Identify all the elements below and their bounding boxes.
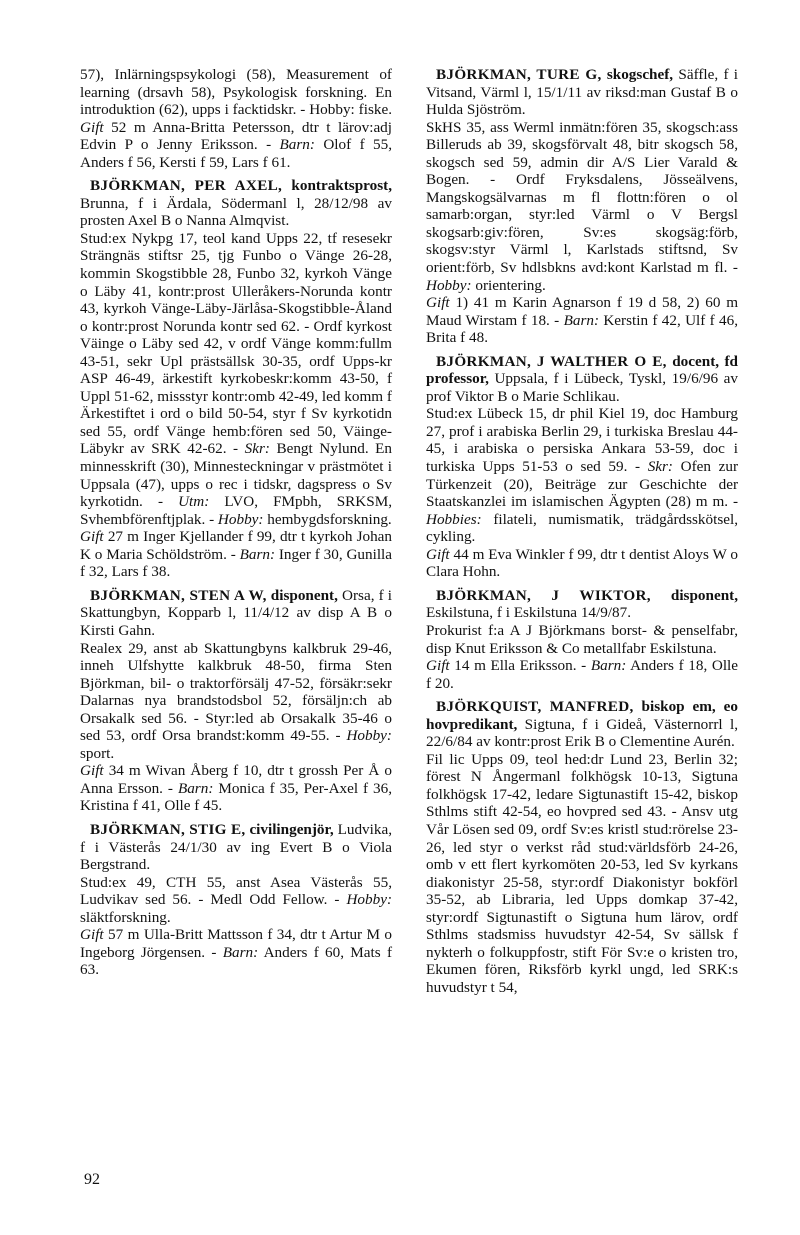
entry-intro: Orsa, f i Skattungbyn, Kopparb l, 11/4/12 av disp A B o Kirsti Gahn. bbox=[80, 586, 392, 639]
entry-name: BJÖRKMAN, TURE G, bbox=[436, 66, 602, 83]
entry-bjorkman-ture bbox=[426, 66, 738, 347]
entry-family: Gift 1) 41 m Karin Agnarson f 19 d 58, 2) 60 m Maud Wirstam f 18. - Barn: Kerstin f 42, Ulf f 46, Brita f 48. bbox=[426, 294, 739, 347]
entry-bjorkman-stig bbox=[80, 821, 392, 979]
right-column bbox=[426, 66, 738, 1002]
entry-name: BJÖRKMAN, J WALTHER O E, bbox=[436, 352, 667, 370]
entry-intro: Ludvika, f i Västerås 24/1/30 av ing Evert B o Viola Bergstrand. bbox=[80, 820, 393, 874]
entry-intro: Eskilstuna, f i Eskilstuna 14/9/87. bbox=[426, 604, 632, 622]
entry-title: civilingenjör, bbox=[249, 820, 334, 838]
entry-body: Prokurist f:a A J Björkmans borst- & penselfabr, disp Knut Eriksson & Co metallfabr Eskilstuna. bbox=[426, 621, 738, 657]
entry-intro: Brunna, f i Ärdala, Södermanl l, 28/12/98 av prosten Axel B o Nanna Almqvist. bbox=[80, 194, 392, 230]
entry-name: BJÖRKQUIST, MANFRED, bbox=[436, 698, 634, 716]
entry-body: Stud:ex 49, CTH 55, anst Asea Västerås 55, Ludvikav sed 56. - Medl Odd Fellow. - Hobby: släktforskning. bbox=[80, 873, 393, 926]
entry-intro: Uppsala, f i Lübeck, Tyskl, 19/6/96 av prof Viktor B o Marie Schlikau. bbox=[426, 370, 738, 405]
entry-title: disponent, bbox=[270, 586, 338, 604]
entry-heading bbox=[80, 821, 392, 874]
entry-heading bbox=[426, 353, 738, 406]
left-column bbox=[80, 66, 392, 985]
entry-heading bbox=[426, 698, 738, 751]
entry-title: kontraktsprost, bbox=[291, 177, 392, 195]
entry-title: disponent, bbox=[670, 586, 738, 604]
entry-bjorkquist-manfred bbox=[426, 698, 738, 996]
entry-bjorkman-per-axel bbox=[80, 177, 392, 581]
entry-heading bbox=[80, 177, 392, 230]
entry-name: BJÖRKMAN, STEN A W, bbox=[90, 586, 267, 604]
entry-continuation bbox=[80, 66, 392, 171]
entry-title: skogschef, bbox=[606, 66, 674, 83]
entry-body: SkHS 35, ass Werml inmätn:fören 35, skogsch:ass Billeruds ab 39, skogsförvalt 48, bitr skogsch 58, skogsch sed 59, admin dir A/S Lier Varald & Bogen. - Ordf Fryksdalens, Jösseälvens, Mangskogsälvarnas m fl flottn:fören o ol samarb:organ, styr:led Värml o V Bergsl skogsarb:giv:fören, Sv:es skogsäg:förb, skogsv:styr Värml l, Karlstads stiftsnd, Sv orient:förb, Sv hdlsbkns avd:kont Karlstad m fl. - Hobby: orientering. bbox=[426, 118, 738, 294]
entry-intro: Säffle, f i Vitsand, Värml l, 15/1/11 av riksd:man Gustaf B o Hulda Sjöström. bbox=[426, 66, 739, 119]
entry-bjorkman-sten bbox=[80, 587, 392, 815]
entry-heading bbox=[426, 587, 738, 622]
entry-heading bbox=[80, 587, 392, 640]
entry-heading bbox=[426, 66, 738, 119]
entry-name: BJÖRKMAN, PER AXEL, bbox=[90, 177, 283, 195]
entry-family: Gift 14 m Ella Eriksson. - Barn: Anders f 18, Olle f 20. bbox=[426, 657, 739, 692]
entry-family: Gift 44 m Eva Winkler f 99, dtr t dentist Aloys W o Clara Hohn. bbox=[426, 545, 738, 581]
entry-bjorkman-wiktor bbox=[426, 587, 738, 692]
entry-bjorkman-walther bbox=[426, 353, 738, 581]
entry-intro: Sigtuna, f i Gideå, Västernorrl l, 22/6/84 av kontr:prost Erik B o Clementine Aurén. bbox=[426, 715, 738, 751]
entry-family: Gift 57 m Ulla-Britt Mattsson f 34, dtr t Artur M o Ingeborg Jörgensen. - Barn: Anders f 60, Mats f 63. bbox=[80, 926, 393, 979]
entry-family: Gift 34 m Wivan Åberg f 10, dtr t grossh Per Å o Anna Ersson. - Barn: Monica f 35, Per-Axel f 36, Kristina f 41, Olle f 45. bbox=[80, 762, 393, 815]
entry-body: Realex 29, anst ab Skattungbyns kalkbruk 29-46, inneh Ulfshytte kalkbruk 48-50, firma Sten Björkman, bil- o traktorförsälj 47-52, försäkr:sekr Dalarnas nya brandstodsbol 52, försäljn:ch ab Orsakalk sed 56. - Styr:led ab Orsakalk 35-46 o sed 53, ordf Orsa brandst:komm 49-55. - Hobby: sport. bbox=[80, 639, 392, 762]
entry-body: Stud:ex Nykpg 17, teol kand Upps 22, tf resesekr Strängnäs stiftsr 25, tjg Funbo o Vänge 26-28, kommin Skogstibble 28, Funbo 32, kyrkoh Vänge o Läby 41, kontr:prost Ulleråkers-Norunda kontr 43, kyrkoh Vänge-Läby-Järlåsa-Skogstibble-Åland o kontr:prost Norunda kontr sed 62. - Ordf kyrkost Väinge o Läby sed 42, v ordf Vänge komm:fullm 43-51, sekr Upl prästsällsk 30-35, ordf Upps-kr ASP 46-49, ärkestift kyrkobeskr:komm 43-50, f Uppl 51-62, missstyr kontr:omb 42-49, led komm f Ärkestiftet i ord o bild 50-54, styr f Sv kyrkotidn sed 55, ordf Vänge hemb:fören sed 50, Väinge-Läbykr av SRK 42-62. - Skr: Bengt Nylund. En minnesskrift (30), Minnesteckningar v prästmötet i Uppsala (47), upps o rec i tidskr, dagspress o Sv kyrkotidn. - Utm: LVO, FMpbh, SRKSM, Svhembförenftjplak. - Hobby: hembygdsforskning. bbox=[80, 229, 393, 528]
entry-title: docent, fd professor, bbox=[426, 352, 739, 388]
entry-body: Fil lic Upps 09, teol hed:dr Lund 23, Berlin 32; förest N Ångermanl folkhögsk 10-13, Sigtuna folkhögsk 17-42, ledare Sigtunastift 15-42, biskop Sthlms stift 42-54, eo hovpred sed 43. - Ansv utg Vår Lösen sed 09, ordf Sv:es kristl stud:rörelse 23-26, led styr o verkst råd stud:världsförb 24-26, omb v ett flert kyrkomöten 20-53, led Sv kyrkans diakonistyr 25-58, styr:ordf Diakonistyr bokförl 35-52, ab Libraria, led Upps domkap 37-42, styr:ordf Sigtunastift o Sigtuna hum lärov, ordf Sthlms stadsmiss huvudstyr 42-54, Sv sällsk f nykterh o folkuppfostr, stift För Sv:e o kristen tro, Ekumen fören, Riksförb kyrkl ungd, led SRK:s huvudstyr t 54, bbox=[426, 750, 738, 996]
entry-name: BJÖRKMAN, STIG E, bbox=[90, 820, 246, 838]
entry-family: Gift 27 m Inger Kjellander f 99, dtr t kyrkoh Johan K o Maria Schöldström. - Barn: Inger f 30, Gunilla f 32, Lars f 38. bbox=[80, 528, 393, 581]
page-number: 92 bbox=[84, 1171, 100, 1188]
entry-title: biskop em, eo hovpredikant, bbox=[426, 698, 739, 733]
entry-body: Stud:ex Lübeck 15, dr phil Kiel 19, doc Hamburg 27, prof i arabiska Berlin 29, i turkiska Breslau 44-45, i arabiska o persiska Ankara 53-59, doc i turkiska Upps 51-53 o sed 59. - Skr: Ofen zur Türkenzeit (20), Beiträge zur Geschichte der Staatskanzlei im islamischen Ägypten (28) m m. - Hobbies: filateli, numismatik, trädgårdsskötsel, cykling. bbox=[426, 405, 739, 546]
entry-continuation-text: 57), Inlärningspsykologi (58), Measurement of learning (drsavh 58), Psykologisk forskning. En introduktion (62), upps i facktidskr. - Hobby: fiske. Gift 52 m Anna-Britta Petersson, dtr t lärov:adj Edvin P o Jenny Eriksson. - Barn: Olof f 55, Anders f 56, Kersti f 59, Lars f 61. bbox=[80, 66, 392, 171]
entry-name: BJÖRKMAN, J WIKTOR, bbox=[436, 586, 651, 604]
